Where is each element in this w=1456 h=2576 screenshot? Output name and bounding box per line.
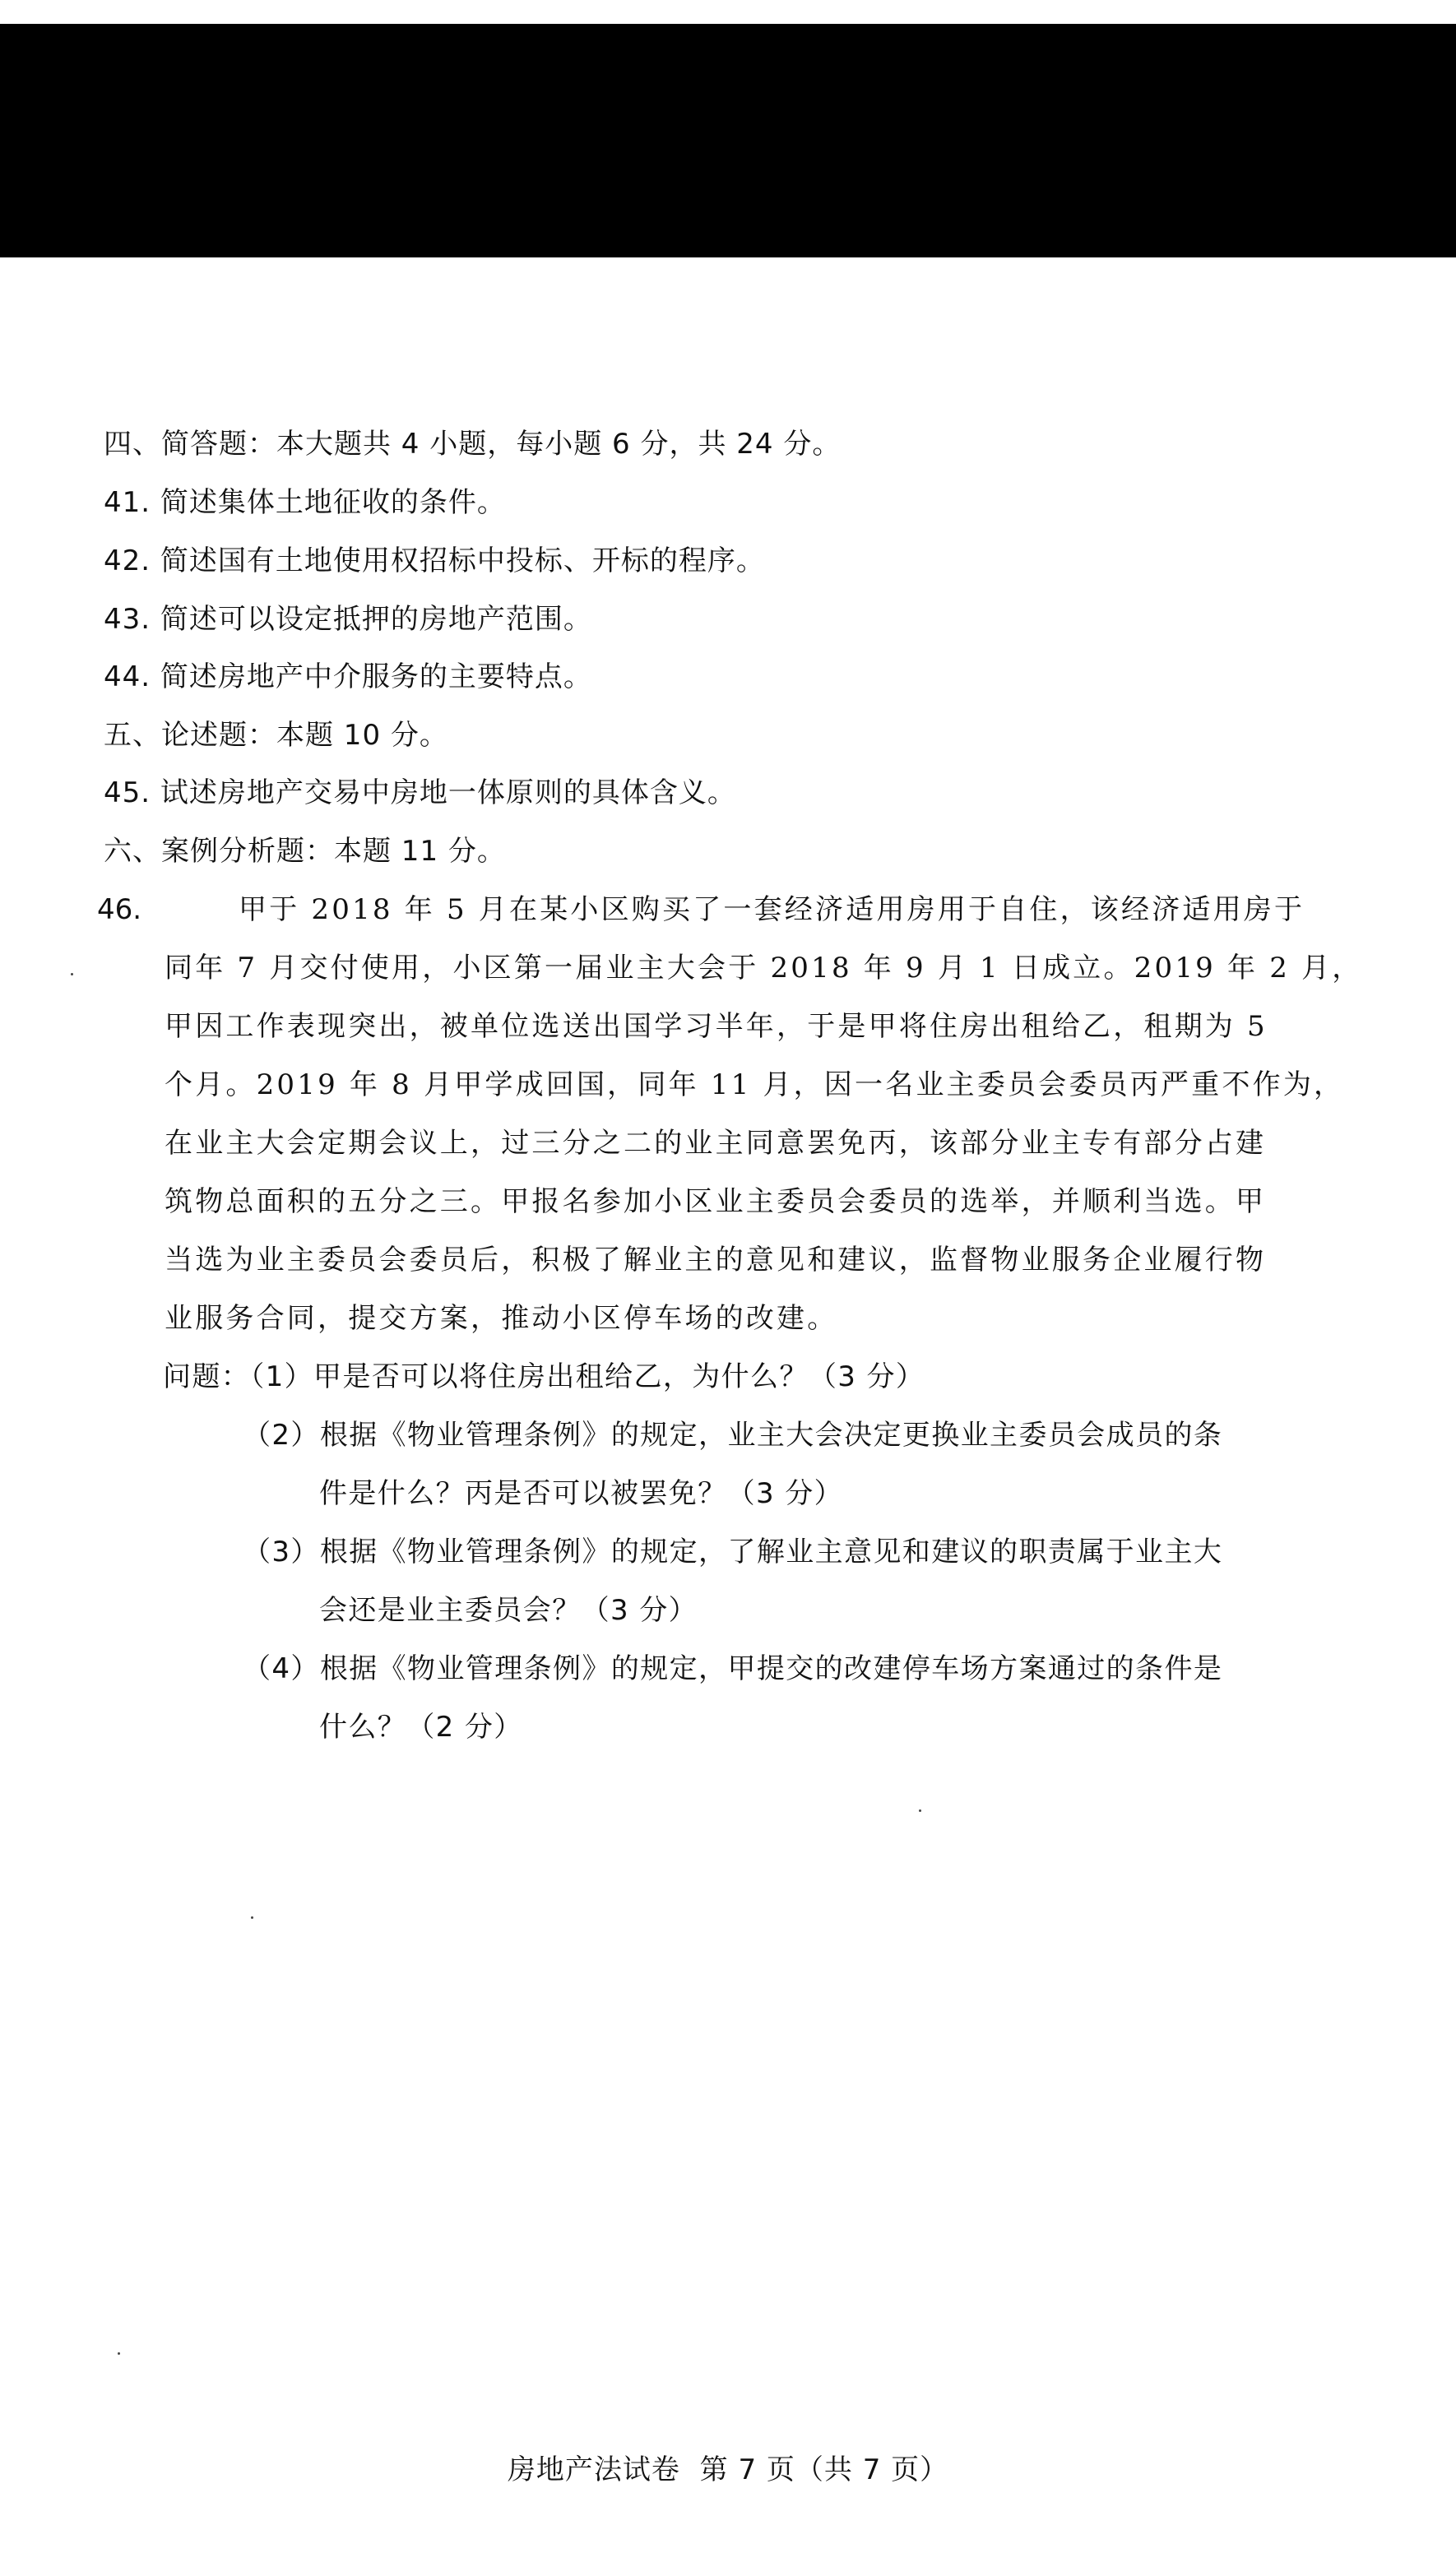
scan-speck [251, 1916, 253, 1919]
section-heading-essay: 五、论述题：本题 10 分。 [104, 719, 448, 752]
page-footer [0, 2451, 1456, 2489]
case-question-3 [243, 1533, 1222, 1571]
question-41 [104, 484, 506, 521]
question-text: 简述国有土地使用权招标中投标、开标的程序。 [160, 544, 765, 577]
sub-question-number: （2） [243, 1419, 320, 1452]
case-paragraph-line-3: 甲因工作表现突出，被单位选送出国学习半年，于是甲将住房出租给乙，租期为 5 [165, 1010, 1268, 1043]
case-paragraph-line-1: 甲于 2018 年 5 月在某小区购买了一套经济适用房用于自住，该经济适用房于 [239, 893, 1305, 926]
section-heading-short-answer: 四、简答题：本大题共 4 小题，每小题 6 分，共 24 分。 [104, 428, 842, 461]
case-paragraph-line-4: 个月。2019 年 8 月甲学成回国，同年 11 月，因一名业主委员会委员丙严重不作为， [165, 1068, 1345, 1101]
question-text: 简述可以设定抵押的房地产范围。 [160, 603, 592, 636]
sub-question-text: 根据《物业管理条例》的规定，甲提交的改建停车场方案通过的条件是 [319, 1652, 1223, 1685]
scan-speck [71, 973, 73, 975]
question-text: 简述房地产中介服务的主要特点。 [160, 660, 592, 693]
question-44 [104, 658, 592, 696]
page-number: 第 7 页（共 7 页） [699, 2453, 949, 2486]
case-paragraph-line-8: 业服务合同，提交方案，推动小区停车场的改建。 [165, 1302, 838, 1335]
question-number: 44. [104, 660, 151, 693]
question-number: 42. [104, 544, 151, 577]
case-paragraph-line-2: 同年 7 月交付使用，小区第一届业主大会于 2018 年 9 月 1 日成立。2019 年 2 月， [165, 952, 1363, 985]
sub-question-text: 根据《物业管理条例》的规定，了解业主意见和建议的职责属于业主大 [319, 1536, 1223, 1568]
case-question-3-continued: 会还是业主委员会？（3 分） [319, 1594, 698, 1627]
question-46-number: 46. [97, 893, 142, 926]
case-question-4 [243, 1650, 1222, 1688]
question-42 [104, 542, 765, 580]
questions-label: 问题： [163, 1360, 251, 1393]
case-paragraph-line-7: 当选为业主委员会委员后，积极了解业主的意见和建议，监督物业服务企业履行物 [165, 1244, 1267, 1276]
case-question-2 [243, 1416, 1222, 1454]
case-question-2-continued: 件是什么？丙是否可以被罢免？（3 分） [319, 1477, 844, 1510]
scan-speck [919, 1809, 921, 1812]
question-45 [104, 774, 736, 812]
case-paragraph-line-5: 在业主大会定期会议上，过三分之二的业主同意罢免丙，该部分业主专有部分占建 [165, 1127, 1267, 1160]
question-number: 43. [104, 603, 151, 636]
sub-question-text: 甲是否可以将住房出租给乙，为什么？（3 分） [313, 1360, 925, 1393]
sub-question-text: 根据《物业管理条例》的规定，业主大会决定更换业主委员会成员的条 [319, 1419, 1223, 1452]
case-question-1 [163, 1358, 925, 1396]
section-heading-case-analysis: 六、案例分析题：本题 11 分。 [104, 835, 506, 868]
scan-speck [118, 2352, 120, 2355]
sub-question-number: （3） [243, 1536, 320, 1568]
sub-question-number: （1） [250, 1360, 314, 1393]
sub-question-number: （4） [243, 1652, 320, 1685]
question-text: 试述房地产交易中房地一体原则的具体含义。 [160, 776, 736, 809]
case-question-4-continued: 什么？（2 分） [319, 1711, 523, 1744]
exam-title: 房地产法试卷 [507, 2453, 680, 2486]
case-paragraph-line-6: 筑物总面积的五分之三。甲报名参加小区业主委员会委员的选举，并顺利当选。甲 [165, 1185, 1267, 1218]
question-number: 41. [104, 486, 151, 519]
question-43 [104, 600, 592, 638]
question-number: 45. [104, 776, 151, 809]
question-text: 简述集体土地征收的条件。 [160, 486, 506, 519]
